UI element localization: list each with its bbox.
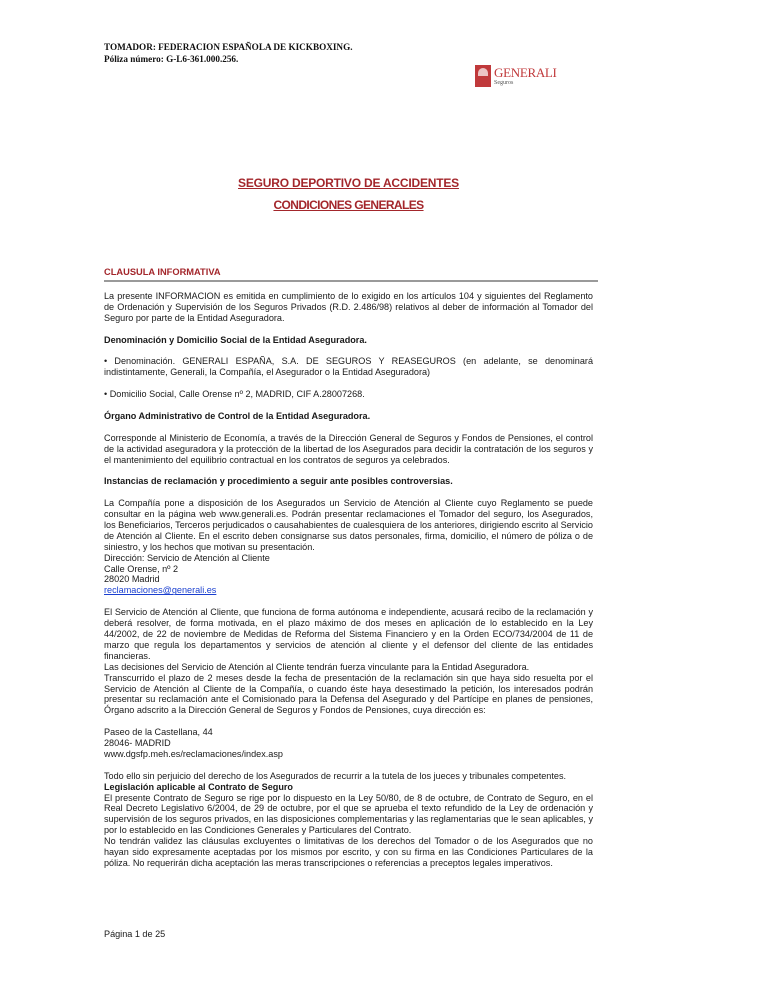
document-header [104,41,353,65]
address-line: Calle Orense, nº 2 [104,563,179,574]
legislacion-paragraph: El presente Contrato de Seguro se rige por lo dispuesto en la Ley 50/80, de 8 de octubre, de Contrato de Seguro, en el Real Decreto Legislativo 6/2004, de 29 de octubre, por el que se aprueba el texto refundido de la Ley de ordenación y supervisión de los seguros privados, en las disposiciones complementarias y las reglamentarias que le sean aplicables, y por lo establecido en las Condiciones Generales y Particulares del Contrato. [104,792,593,836]
tomador-line: TOMADOR: FEDERACION ESPAÑOLA DE KICKBOXING. [104,42,353,52]
address-line: Paseo de la Castellana, 44 [104,727,213,738]
heading-organo: Órgano Administrativo de Control de la Entidad Aseguradora. [104,410,371,421]
legislacion-paragraph: No tendrán validez las cláusulas excluyentes o limitativas de los derechos del Tomador o de los Asegurados que no hayan sido expresamente aceptadas por los mismos por escrito, y con su firma en las Condiciones Particulares de la póliza. No requerirán dicha aceptación las meras transcripciones o referencias a preceptos legales imperativos. [104,836,593,868]
heading-legislacion: Legislación aplicable al Contrato de Seguro [104,781,293,792]
servicio-paragraph: Transcurrido el plazo de 2 meses desde la fecha de presentación de la reclamación sin que haya sido resuelta por el Servicio de Atención al Cliente de la Compañía, o cuando éste haya desestimado la petición, los interesados podrán presentar su reclamación ante el Comisionado para la Defensa del Asegurado y del Partícipe en planes de pensiones, Órgano adscrito a la Dirección General de Seguros y Fondos de Pensiones, cuya dirección es: [104,672,593,716]
email-link[interactable]: reclamaciones@generali.es [104,585,217,596]
document-body [104,291,593,869]
heading-instancias: Instancias de reclamación y procedimiento a seguir ante posibles controversias. [104,476,453,487]
document-subtitle: CONDICIONES GENERALES [273,198,424,212]
lion-icon [475,65,491,87]
logo-sub: Seguros [494,80,514,86]
address-line: 28046- MADRID [104,738,171,749]
servicio-paragraph: El Servicio de Atención al Cliente, que funciona de forma autónoma e independiente, acusará recibo de la reclamación y deberá resolver, de forma motivada, en el plazo máximo de dos meses en aplicación de lo establecido en la Ley 44/2002, de 22 de noviembre de Medidas de Reforma del Sistema Financiero y en la Orden ECO/734/2004 de 11 de marzo que regula los departamentos y servicios de atención al cliente y el defensor del cliente de las entidades financieras. [104,607,593,661]
address-line: 28020 Madrid [104,574,160,585]
generali-logo [475,64,557,92]
policy-number: Póliza número: G-L6-361.000.256. [104,54,239,64]
logo-name: GENERALI [494,65,557,80]
todo-paragraph: Todo ello sin perjuicio del derecho de los Asegurados de recurrir a la tutela de los jueces y tribunales competentes. [104,770,567,781]
servicio-paragraph: Las decisiones del Servicio de Atención al Cliente tendrán fuerza vinculante para la Entidad Aseguradora. [104,661,530,672]
bullet-denominacion: • Denominación. GENERALI ESPAÑA, S.A. DE SEGUROS Y REASEGUROS (en adelante, se denominará indistintamente, Generali, la Compañía, el Asegurador o la Entidad Aseguradora) [104,356,593,378]
organo-paragraph: Corresponde al Ministerio de Economía, a través de la Dirección General de Seguros y Fondos de Pensiones, el control de la actividad aseguradora y la protección de la libertad de los Asegurados para decidir la contratación de los seguros y el mantenimiento del equilibrio contractual en los contratos de seguros ya celebrados. [104,432,593,465]
section-heading: CLAUSULA INFORMATIVA [104,267,598,282]
document-title: SEGURO DEPORTIVO DE ACCIDENTES [238,176,459,190]
heading-denominacion: Denominación y Domicilio Social de la Entidad Aseguradora. [104,334,367,345]
page-number: Página 1 de 25 [104,929,166,939]
bullet-domicilio: • Domicilio Social, Calle Orense nº 2, MADRID, CIF A.28007268. [104,389,365,400]
address-line: Dirección: Servicio de Atención al Cliente [104,552,270,563]
intro-paragraph: La presente INFORMACION es emitida en cumplimiento de lo exigido en los artículos 104 y siguientes del Reglamento de Ordenación y Supervisión de los Seguros Privados (R.D. 2.486/98) relativos al deber de información al Tomador del Seguro por parte de la Entidad Aseguradora. [104,291,593,323]
address-line: www.dgsfp.meh.es/reclamaciones/index.asp [104,748,283,759]
instancias-paragraph: La Compañía pone a disposición de los Asegurados un Servicio de Atención al Cliente cuyo Reglamento se puede consultar en la página web www.generali.es. Podrán presentar reclamaciones el Tomador del seguro, los Asegurados, los Beneficiarios, Terceros perjudicados o causahabientes de cualesquiera de los anteriores, dirigiendo escrito al Servicio de Atención al Cliente. En el escrito deben consignarse sus datos personales, firma, domicilio, el número de póliza o de siniestro, y los hechos que motivan su presentación. [104,498,593,552]
